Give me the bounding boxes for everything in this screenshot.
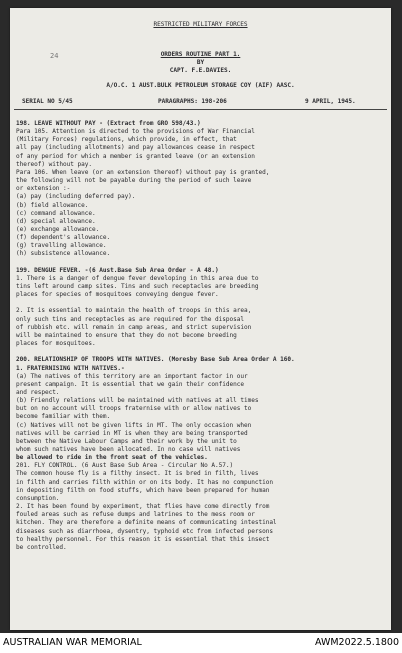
footer-institution: AUSTRALIAN WAR MEMORIAL [3,637,142,648]
header-orders: ORDERS ROUTINE PART 1. [160,51,241,58]
body-line: in filth and carries filth within or on its body. It has no compunction [16,478,273,486]
body-line: or extension :- [16,185,71,193]
body-line: 201. FLY CONTROL. (6 Aust Base Sub Area - Circular No A.57.) [16,462,234,470]
body-line: (g) travelling allowance. [16,242,107,250]
order-date: 9 APRIL, 1945. [305,98,356,105]
serial-number: SERIAL NO 5/45 [22,98,73,105]
body-line: (d) special allowance. [16,217,96,225]
body-line: consumption. [16,494,60,502]
body-line: present campaign. It is essential that we gain their confidence [16,380,244,388]
body-line: will be maintained to ensure that they do not become breeding [16,331,237,339]
header-unit: A/O.C. 1 AUST.BULK PETROLEUM STORAGE COY (AIF) AASC. [106,82,295,89]
body-line: Para 106. When leave (or an extension thereof) without pay is granted, [16,168,270,176]
body-line: (a) The natives of this territory are an important factor in our [16,372,248,380]
body-line: tins left around camp sites. Tins and such receptacles are breeding [16,283,259,290]
body-line: thereof) without pay. [16,160,92,168]
body-line: 1. There is a danger of dengue fever developing in this area due to [16,274,259,282]
body-line: 1. FRATERNISING WITH NATIVES.- [16,364,125,372]
margin-mark: 24 [50,52,59,60]
body-line: places for species of mosquitoes conveying dengue fever. [16,291,219,299]
body-line: (e) exchange allowance. [16,225,100,233]
body-line: Para 105. Attention is directed to the provisions of War Financial [16,128,255,136]
body-line: (a) pay (including deferred pay). [16,193,136,201]
header-officer: CAPT. F.E.DAVIES. [169,67,232,74]
body-line: all pay (including allotments) and pay allowances cease in respect [16,144,255,152]
body-line: (Military Forces) regulations, which provide, in effect, that [16,136,237,144]
body-line: to healthy personnel. For this reason it is essential that this insect [16,535,270,543]
body-line: but on no account will troops fraternise with or allow natives to [16,405,252,413]
paragraphs-range: PARAGRAPHS: 198-206 [158,98,227,105]
body-line: only such tins and receptacles as are required for the disposal [16,315,244,323]
body-line: (h) subsistence allowance. [16,250,111,258]
body-line: natives will be carried in MT is when they are being transported [16,429,248,437]
body-line: diseases such as diarrhoea, dysentry, typhoid etc from infected persons [16,527,273,535]
body-line: be controlled. [16,543,67,551]
body-line: 199. DENGUE FEVER. -(6 Aust.Base Sub Area Order - A 48.) [16,266,219,274]
footer-reference: AWM2022.5.1800 [314,637,399,648]
body-line: (c) Natives will not be given lifts in MT. The only occasion when [16,421,252,429]
body-line: be allowed to ride in the front seat of the vehicles. [16,454,208,462]
body-line: fouled areas such as refuse dumps and latrines to the mess room or [16,511,255,519]
body-line: of rubbish etc. will remain in camp areas, and strict supervision [16,323,252,331]
body-line: (b) field allowance. [16,201,89,209]
body-line: in depositing filth on food stuffs, which have been prepared for human [16,486,270,494]
body-line: (b) Friendly relations will be maintained with natives at all times [16,397,259,405]
body-line: 198. LEAVE WITHOUT PAY - (Extract from GRO 598/43.) [16,120,201,127]
body-line: the following will not be payable during the period of such leave [16,177,252,185]
body-line: whom such natives have been allocated. In no case will natives [16,446,241,453]
header-by: BY [196,59,205,66]
body-line: between the Native Labour Camps and their work by the unit to [16,437,237,445]
body-line: of any period for which a member is granted leave (or an extension [16,152,255,160]
body-line: 2. It has been found by experiment, that flies have come directly from [16,503,270,511]
document-page [10,8,391,630]
body-line: 200. RELATIONSHIP OF TROOPS WITH NATIVES. (Moresby Base Sub Area Order A 160. [16,356,295,364]
archive-footer [0,633,402,653]
body-line: become familiar with them. [16,413,111,421]
header-restricted: RESTRICTED MILITARY FORCES [153,21,248,28]
body-line: (c) command allowance. [16,209,96,217]
body-line: places for mosquitoes. [16,340,96,348]
body-line: kitchen. They are therefore a definite means of communicating intestinal [16,519,277,527]
body-line: and respect. [16,388,60,396]
body-line: (f) dependent's allowance. [16,234,111,242]
body-line: 2. It is essential to maintain the health of troops in this area, [16,307,252,315]
header-rule [14,109,387,110]
body-line: The common house fly is a filthy insect. It is bred in filth, lives [16,470,259,478]
